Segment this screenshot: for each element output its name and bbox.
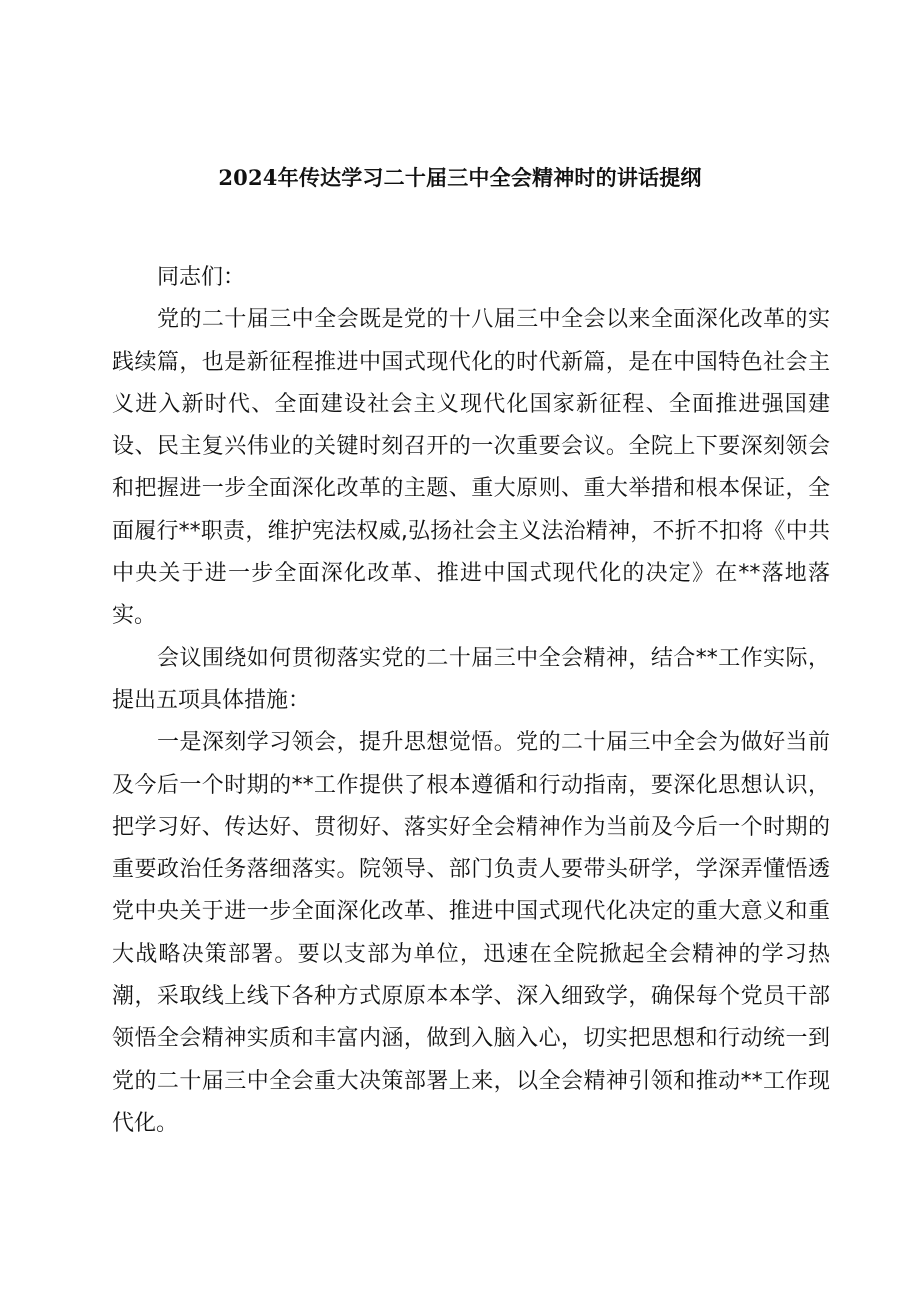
paragraph-measures-intro: 会议围绕如何贯彻落实党的二十届三中全会精神，结合**工作实际，提出五项具体措施： [112,645,830,713]
paragraph-measure-one: 一是深刻学习领会，提升思想觉悟。党的二十届三中全会为做好当前及今后一个时期的**工作提供了根本遵循和行动指南，要深化思想认识，把学习好、传达好、贯彻好、落实好全会精神作为当前及今后一个时期的重要政治任务落细落实。院领导、部门负责人要带头研学，学深弄懂悟透党中央关于进一步全面深化改革、推进中国式现代化决定的重大意义和重大战略决策部署。要以支部为单位，迅速在全院掀起全会精神的学习热潮，采取线上线下各种方式原原本本学、深入细致学，确保每个党员干部领悟全会精神实质和丰富内涵，做到入脑入心，切实把思想和行动统一到党的二十届三中全会重大决策部署上来，以全会精神引领和推动**工作现代化。 [112,730,830,1136]
paragraph-intro: 党的二十届三中全会既是党的十八届三中全会以来全面深化改革的实践续篇，也是新征程推进中国式现代化的时代新篇，是在中国特色社会主义进入新时代、全面建设社会主义现代化国家新征程、全面推进强国建设、民主复兴伟业的关键时刻召开的一次重要会议。全院上下要深刻领会和把握进一步全面深化改革的主题、重大原则、重大举措和根本保证，全面履行**职责，维护宪法权威,弘扬社会主义法治精神，不折不扣将《中共中央关于进一步全面深化改革、推进中国式现代化的决定》在**落地落实。 [112,307,830,629]
document-body [112,257,830,1145]
document-title: 2024年传达学习二十届三中全会精神时的讲话提纲 [218,165,702,190]
salutation: 同志们： [157,265,246,290]
